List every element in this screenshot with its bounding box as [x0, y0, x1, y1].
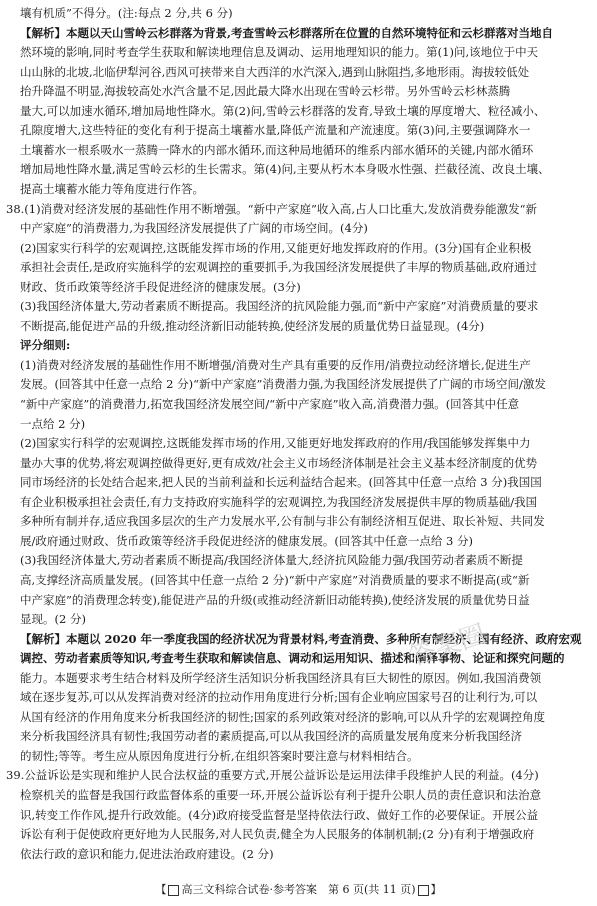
text-line: 能力。本题要求考生结合材料及所学经济生活知识分析我国经济具有巨大韧性的原因。例如,我国消费领: [20, 670, 542, 685]
text-line: 从国有经济的作用角度来分析我国经济的韧性;国家的系列政策对经济的影响,可以从升学的宏观调控角度: [20, 709, 546, 724]
text-line: 的韧性;等等。考生应从原因角度进行分析,在组织答案时要注意与材料相结合。: [20, 748, 419, 763]
text-line: 中产家庭”的消费理念转变),能促进产品的升级(或推动经济新旧动能转换),使经济发展的质量优势日益: [20, 592, 530, 607]
text-line: 承担社会责任,是政府实施科学的宏观调控的重要抓手,为我国经济发展提供了丰厚的物质基础,政府通过: [20, 260, 537, 275]
text-line: (1)消费对经济发展的基础性作用不断增强/消费对生产具有重要的反作用/消费拉动经济增长,促进生产: [20, 357, 531, 372]
text-line: (3)我国经济体量大,劳动者素质不断提高。我国经济的抗风险能力强,而“新中产家庭”对消费质量的要求: [20, 299, 539, 314]
text-line: 量办大事的优势,将宏观调控做得更好,更有成效/社会主义市场经济体制是社会主义基本经济制度的优势: [20, 455, 538, 470]
text-line: 同市场经济的长处结合起来,把人民的当前利益和长远利益结合起来。(回答其中任意一点给 3 分)我国国: [20, 475, 542, 490]
text-line: (3)我国经济体量大,劳动者素质不断提高/我国经济体量大,经济抗风险能力强/我国劳动者素质不断提: [20, 553, 523, 568]
text-line: “新中产家庭”的消费潜力,拓宽我国经济发展空间/“新中产家庭”收入高,消费潜力强。(回答其中任意: [20, 397, 520, 411]
text-line: 显现。(2 分): [20, 612, 86, 627]
text-line: 展/政府通过财政、货币政策等经济手段促进经济的健康发展。(回答其中任意一点给 3 分): [20, 533, 473, 548]
text-line: 检察机关的监督是我国行政监督体系的重要一环,开展公益诉讼有利于提升公职人员的责任意识和法治意: [20, 788, 542, 802]
text-line: 孔隙度增大,这些特征的变化有利于提高土壤蓄水量,降低产流量和产流速度。第(3)问,主要强调降水一: [20, 123, 531, 138]
text-line: 【解析】本题以天山雪岭云杉群落为背景,考查雪岭云杉群落所在位置的自然环境特征和云杉群落对当地自: [20, 25, 553, 40]
text-line: 【解析】本题以 2020 年一季度我国的经济状况为背景材料,考查消费、多种所有制经济、国有经济、政府宏观: [20, 631, 582, 646]
text-line: 量大,可以加速水循环,增加局地性降水。第(2)问,雪岭云杉群落的发育,导致土壤的厚度增大、粒径减小、: [20, 103, 546, 118]
text-line: 发展。(回答其中任意一点给 2 分)“新中产家庭”消费潜力强,为我国经济发展提供了广阔的市场空间/激发: [20, 377, 546, 392]
text-line: 诉讼有利于促使政府更好地为人民服务,对人民负责,健全为人民服务的体制机制;(2 分)有利于增强政府: [20, 827, 535, 842]
logo-box-icon: [168, 885, 179, 896]
text-line: 依法行政的意识和能力,促进法治政府建设。(2 分): [20, 846, 274, 861]
text-line: 提高土壤蓄水能力等角度进行作答。: [20, 181, 204, 196]
text-line: (2)国家实行科学的宏观调控,这既能发挥市场的作用,又能更好地发挥政府的作用。(3分)国有企业积极: [20, 240, 532, 255]
text-line: 来分析我国经济具有韧性;我国劳动者的素质提高,可以从我国经济的高质量发展角度来分析我国经济: [20, 729, 523, 744]
text-line: 调控、劳动者素质等知识,考查考生获取和解读信息、调动和运用知识、描述和阐释事物、论证和探究问题的: [20, 651, 565, 666]
text-line: 多种所有制并存,适应我国多层次的生产力发展水平,公有制与非公有制经济相互促进、取长补短、共同发: [20, 514, 545, 529]
text-line: 域在逐步复苏,可以从发挥消费对经济的拉动作用角度进行分析;国有企业响应国家号召的让利行为,可以: [20, 690, 538, 705]
text-line: 有企业积极承担社会责任,有力支持政府实施科学的宏观调控,为我国经济发展提供丰厚的物质基础/我国: [20, 494, 538, 509]
text-line: 壤有机质”不得分。(注:每点 2 分,共 6 分): [20, 6, 233, 20]
text-line: (2)国家实行科学的宏观调控,这既能发挥市场的作用,又能更好地发挥政府的作用/我国能够发挥集中力: [20, 436, 531, 451]
text-line: 39.公益诉讼是实现和维护人民合法权益的重要方式,开展公益诉讼是运用法律手段维护人民的利益。(4分): [6, 768, 539, 783]
text-line: 然环境的影响,同时考查学生获取和解读地理信息及调动、运用地理知识的能力。第(1)问,该地位于中天: [20, 45, 539, 60]
footer-text: 高三文科综合试卷·参考答案 第 6 页(共 11 页): [181, 883, 416, 896]
text-line: 中产家庭”的消费潜力,为我国经济发展提供了广阔的市场空间。(4分): [20, 221, 368, 236]
text-line: 高,支撑经济高质量发展。(回答其中任意一点给 2 分)“新中产家庭”对消费质量的要求不断提高(或“新: [20, 572, 530, 587]
text-line: 38.(1)消费对经济发展的基础性作用不断增强。“新中产家庭”收入高,占人口比重大,发放消费券能激发“新: [6, 201, 538, 216]
text-line: 评分细则:: [20, 338, 71, 353]
text-line: 土壤蓄水一根系吸水一蒸腾一降水的内部水循环,而这种局地循环的维系内部水循环的关键,内部水循环: [20, 142, 534, 157]
text-line: 一点给 2 分): [20, 416, 86, 431]
text-line: 识,转变工作作风,提升行政效能。(4分)政府接受监督是坚持依法行政、做好工作的必要保证。开展公益: [20, 807, 539, 822]
text-line: 不断提高,能促进产品的升级,推动经济新旧动能转换,使经济发展的质量优势日益显现。(4分): [20, 318, 485, 333]
text-line: 财政、货币政策等经济手段促进经济的健康发展。(3分): [20, 279, 301, 294]
text-line: 增加局地性降水量,满足雪岭云杉的生长需求。第(4)问,主要从朽木本身吸水性强、拦截径流、改良土壤、: [20, 162, 550, 177]
watermark: 答案圈: [406, 619, 490, 673]
text-line: 山山脉的北坡,北临伊犁河谷,西风可挟带来自大西洋的水汽深入,遇到山脉阻挡,多地形雨。海拔较低处: [20, 64, 530, 79]
text-line: 抬升降温不明显,海拔较高处水汽含量不足,因此最大降水出现在雪岭云杉带。另外雪岭云杉林蒸腾: [20, 84, 511, 99]
page-footer: 【 高三文科综合试卷·参考答案 第 6 页(共 11 页) 】: [155, 883, 442, 896]
logo-box-icon: [418, 885, 429, 896]
